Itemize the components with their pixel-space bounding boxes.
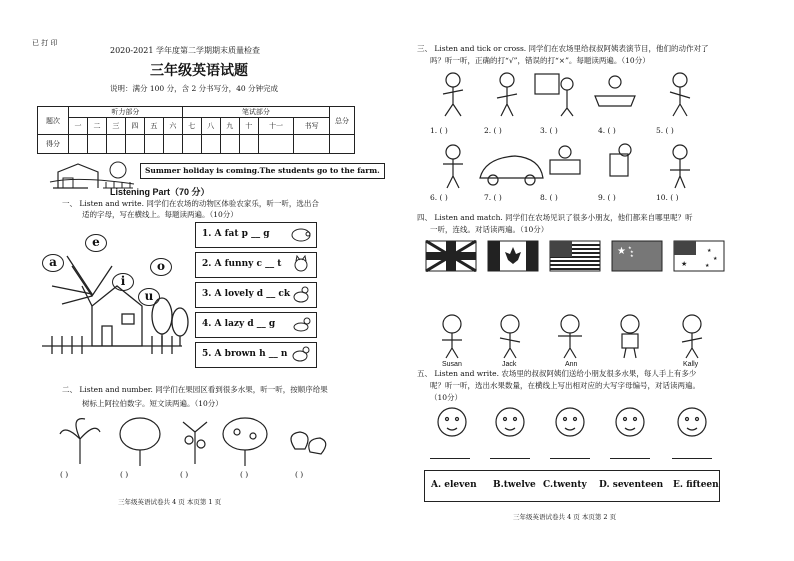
faces-illustration	[430, 402, 720, 442]
usa-flag-icon	[549, 240, 601, 272]
instructions: 说明：满分 100 分，含 2 分书写分，40 分钟完成	[110, 84, 279, 93]
answer-option: B.twelve	[493, 480, 536, 490]
answer-blank[interactable]: 1. ( )	[430, 126, 448, 135]
answer-line[interactable]	[490, 458, 530, 459]
score-cell[interactable]	[220, 135, 239, 154]
fill-item-text: 5. A brown h __ n	[202, 349, 288, 359]
qnum-3: 三	[106, 118, 125, 135]
windmill-house-illustration	[32, 226, 192, 376]
listening-header: 听力部分	[69, 107, 183, 118]
fill-item-text: 4. A lazy d __ g	[202, 319, 276, 329]
score-cell[interactable]	[106, 135, 125, 154]
fill-item-text: 2. A funny c __ t	[202, 259, 282, 269]
section5-instruction-1: 五、 Listen and write. 农场里的叔叔阿姨们送给小朋友很多水果，每人手上有多少	[417, 369, 697, 378]
section1-instruction-1: 一、 Listen and write. 同学们在农场的动物区体验农家乐，听一听，选出合	[62, 199, 319, 208]
corner-mark: 已 打 印	[32, 39, 58, 47]
answer-blank[interactable]: 8. ( )	[540, 193, 558, 202]
section5-instruction-3: （10分）	[430, 393, 463, 402]
fill-item-text: 3. A lovely d __ ck	[202, 289, 291, 299]
score-cell[interactable]	[258, 135, 294, 154]
score-table	[37, 106, 355, 154]
answer-blank[interactable]: 10. ( )	[656, 193, 679, 202]
qnum-2: 二	[87, 118, 106, 135]
answer-line[interactable]	[672, 458, 712, 459]
section3-instruction-2: 吗？听一听，正确的打“√”，错误的打“×”。每题读两遍。（10分）	[430, 56, 650, 65]
answer-blank[interactable]: ( )	[60, 470, 69, 479]
fill-item-box[interactable]	[195, 252, 317, 278]
qnum-1: 一	[69, 118, 88, 135]
score-cell[interactable]	[182, 135, 201, 154]
answer-blank[interactable]: 2. ( )	[484, 126, 502, 135]
fill-item-box[interactable]	[195, 222, 317, 248]
qnum-11: 十一	[258, 118, 294, 135]
right-page-footer: 三年级英语试卷共 4 页 本页第 2 页	[513, 513, 617, 521]
kid-name: Susan	[442, 361, 462, 368]
answer-blank[interactable]: ( )	[240, 470, 249, 479]
kids-illustration	[430, 312, 720, 360]
score-row-label: 得分	[38, 135, 69, 154]
section1-instruction-2: 适的字母，写在横线上。每题读两遍。（10分）	[82, 210, 238, 219]
svg-text:★: ★	[617, 246, 626, 257]
answer-blank[interactable]: ( )	[295, 470, 304, 479]
answer-blank[interactable]: 6. ( )	[430, 193, 448, 202]
answer-blank[interactable]: 7. ( )	[484, 193, 502, 202]
svg-text:★: ★	[630, 249, 634, 254]
svg-text:★: ★	[707, 248, 712, 254]
score-cell[interactable]	[294, 135, 330, 154]
letter-balloon: u	[138, 288, 160, 306]
answer-option: D. seventeen	[599, 480, 664, 490]
score-cell[interactable]	[201, 135, 220, 154]
qnum-9: 九	[220, 118, 239, 135]
score-cell[interactable]	[69, 135, 88, 154]
answer-line[interactable]	[610, 458, 650, 459]
letter-balloon: e	[85, 234, 107, 252]
answer-blank[interactable]: 9. ( )	[598, 193, 616, 202]
svg-text:★: ★	[628, 245, 632, 250]
total-header: 总分	[330, 107, 355, 135]
qnum-6: 六	[163, 118, 182, 135]
action-pictures-row-1	[425, 68, 725, 118]
answer-blank[interactable]: 3. ( )	[540, 126, 558, 135]
banner: Summer holiday is coming.The students go to the farm.	[140, 163, 385, 179]
answer-blank[interactable]: 4. ( )	[598, 126, 616, 135]
answer-option: C.twenty	[543, 480, 587, 490]
fruit-trees-illustration	[55, 414, 335, 469]
canada-flag-icon	[487, 240, 539, 272]
section4-instruction-1: 四、 Listen and match. 同学们在农场见识了很多小朋友，他们都来自哪里呢？听	[417, 213, 693, 222]
qnum-5: 五	[144, 118, 163, 135]
answer-options-box	[424, 470, 720, 502]
kid-name: Ann	[565, 361, 578, 368]
section5-instruction-2: 呢？听一听，选出水果数量，在横线上写出相对应的大写字母编号，对话读两遍。	[430, 381, 700, 390]
writing-label: 书写	[294, 118, 330, 135]
letter-balloon: o	[150, 258, 172, 276]
score-cell[interactable]	[125, 135, 144, 154]
section3-instruction-1: 三、 Listen and tick or cross. 同学们在农场里给叔叔阿姨表演节目，他们的动作对了	[417, 44, 709, 53]
svg-text:★: ★	[713, 256, 718, 262]
svg-text:★: ★	[681, 260, 688, 268]
australia-flag-icon	[673, 240, 725, 272]
svg-text:★: ★	[630, 253, 634, 258]
answer-blank[interactable]: ( )	[180, 470, 189, 479]
kid-name: Jack	[502, 361, 517, 368]
answer-line[interactable]	[550, 458, 590, 459]
fill-item-text: 1. A fat p __ g	[202, 229, 270, 239]
uk-flag-icon	[425, 240, 477, 272]
dog-icon	[290, 315, 312, 333]
action-pictures-row-2	[425, 140, 725, 190]
duck-icon	[290, 285, 312, 303]
score-cell[interactable]	[330, 135, 355, 154]
written-header: 笔试部分	[182, 107, 329, 118]
svg-text:★: ★	[705, 263, 710, 269]
qnum-8: 八	[201, 118, 220, 135]
answer-option: A. eleven	[431, 480, 477, 490]
listening-part-heading: Listening Part（70 分）	[110, 187, 210, 197]
score-cell[interactable]	[87, 135, 106, 154]
letter-balloon: i	[112, 273, 134, 291]
school-year-title: 2020-2021 学年度第二学期期末质量检查	[110, 46, 260, 55]
answer-blank[interactable]: 5. ( )	[656, 126, 674, 135]
section2-instruction-1: 二、 Listen and number. 同学们在果园区看到很多水果，听一听，按顺序给果	[62, 385, 328, 394]
main-title: 三年级英语试题	[150, 63, 248, 79]
fill-item-box[interactable]	[195, 342, 317, 368]
score-cell[interactable]	[163, 135, 182, 154]
score-cell[interactable]	[239, 135, 258, 154]
kid-name: Kally	[683, 361, 699, 368]
qnum-7: 七	[182, 118, 201, 135]
fill-item-box[interactable]	[195, 312, 317, 338]
score-cell[interactable]	[144, 135, 163, 154]
left-page-footer: 三年级英语试卷共 4 页 本页第 1 页	[118, 498, 222, 506]
label-col: 题次	[38, 107, 69, 135]
pig-icon	[290, 225, 312, 243]
section4-instruction-2: 一听，连线。对话读两遍。（10分）	[430, 225, 549, 234]
fill-item-box[interactable]	[195, 282, 317, 308]
letter-balloon: a	[42, 254, 64, 272]
hen-icon	[290, 345, 312, 363]
qnum-4: 四	[125, 118, 144, 135]
cat-icon	[290, 255, 312, 273]
china-flag-icon	[611, 240, 663, 272]
section2-instruction-2: 树标上阿拉伯数字。短文读两遍。（10分）	[82, 399, 223, 408]
answer-line[interactable]	[430, 458, 470, 459]
answer-blank[interactable]: ( )	[120, 470, 129, 479]
answer-option: E. fifteen	[673, 480, 719, 490]
qnum-10: 十	[239, 118, 258, 135]
